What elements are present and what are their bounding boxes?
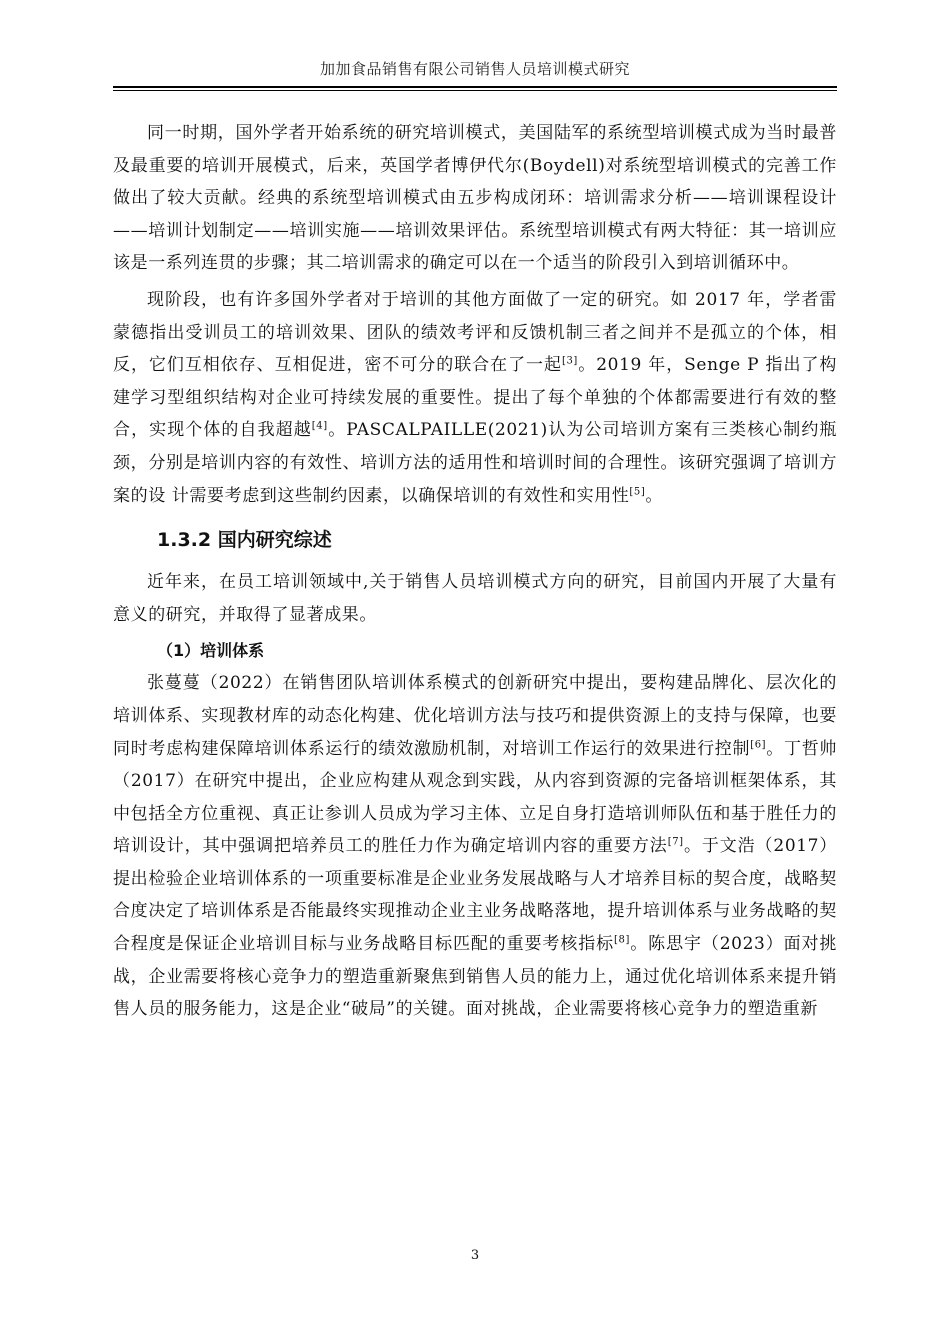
section-heading: 1.3.2 国内研究综述 <box>157 529 332 552</box>
text-segment: 。 <box>645 485 663 506</box>
paragraph-domestic-intro: 近年来，在员工培训领域中,关于销售人员培训模式方向的研究，目前国内开展了大量有意义的研究，并取得了显著成果。 <box>113 572 837 625</box>
page-number: 3 <box>470 1248 480 1263</box>
running-header: 加加食品销售有限公司销售人员培训模式研究 <box>319 60 630 78</box>
paragraph-foreign-training-models: 同一时期，国外学者开始系统的研究培训模式，美国陆军的系统型培训模式成为当时最普及最重要的培训开展模式，后来，英国学者博伊代尔(Boydell)对系统型培训模式的完善工作做出了较大贡献。经典的系统型培训模式由五步构成闭环：培训需求分析——培训课程设计——培训计划制定——培训实施——培训效果评估。系统型培训模式有两大特征：其一培训应该是一系列连贯的步骤；其二培训需求的确定可以在一个适当的阶段引入到培训循环中。 <box>113 123 837 274</box>
text-segment: 。PASCALPAILLE(2021)认为公司培训方案有三类核心制约瓶颈，分别是培训内容的有效性、培训方法的适用性和培训时间的合理性。该研究强调了培训方案的设 计需要考虑到这些制约因素，以确保培训的有效性和实用性 <box>113 420 837 506</box>
citation-ref: [5] <box>629 485 646 497</box>
citation-ref: [6] <box>750 738 767 750</box>
text-segment: 。陈思宇（2023）面对挑战，企业需要将核心竞争力的塑造重新聚焦到销售人员的能力上，通过优化培训体系来提升销售人员的服务能力，这是企业“破局”的关键。面对挑战，企业需要将核心竞争力的塑造重新 <box>113 934 837 1020</box>
text-segment: 。2019 年，Senge P 指出了构建学习型组织结构对企业可持续发展的重要性。提出了每个单独的个体都需要进行有效的整合，实现个体的自我超越 <box>113 355 838 441</box>
citation-ref: [8] <box>614 934 630 946</box>
citation-ref: [3] <box>561 355 578 367</box>
header-rule-thick <box>113 86 837 88</box>
citation-ref: [4] <box>311 420 328 432</box>
text-segment: 现阶段，也有许多国外学者对于培训的其他方面做了一定的研究。如 2017 年，学者雷蒙德指出受训员工的培训效果、团队的绩效考评和反馈机制三者之间并不是孤立的个体，相反，它们互相依存、互相促进，密不可分的联合在了一起 <box>113 289 837 376</box>
text-segment: 。于文浩（2017）提出检验企业培训体系的一项重要标准是企业业务发展战略与人才培养目标的契合度，战略契合度决定了培训体系是否能最终实现推动企业主业务战略落地，提升培训体系与业务战略的契合程度是保证企业培训目标与业务战略目标匹配的重要考核指标 <box>113 836 837 955</box>
text-segment: 张蔓蔓（2022）在销售团队培训体系模式的创新研究中提出，要构建品牌化、层次化的培训体系、实现教材库的动态化构建、优化培训方法与技巧和提供资源上的支持与保障，也要同时考虑构建保障培训体系运行的绩效激励机制，对培训工作运行的效果进行控制 <box>113 673 837 759</box>
subsection-heading: （1）培训体系 <box>157 641 265 661</box>
citation-ref: [7] <box>667 836 684 848</box>
paragraph-training-system <box>113 667 837 1026</box>
header-rule-thin <box>113 90 837 91</box>
text-segment: 。丁哲帅（2017）在研究中提出，企业应构建从观念到实践，从内容到资源的完备培训框架体系，其中包括全方位重视、真正让参训人员成为学习主体、立足自身打造培训师队伍和基于胜任力的培训设计，其中强调把培养员工的胜任力作为确定培训内容的重要方法 <box>113 738 837 857</box>
page-body <box>113 117 837 1030</box>
paragraph-foreign-research-other <box>113 284 837 512</box>
